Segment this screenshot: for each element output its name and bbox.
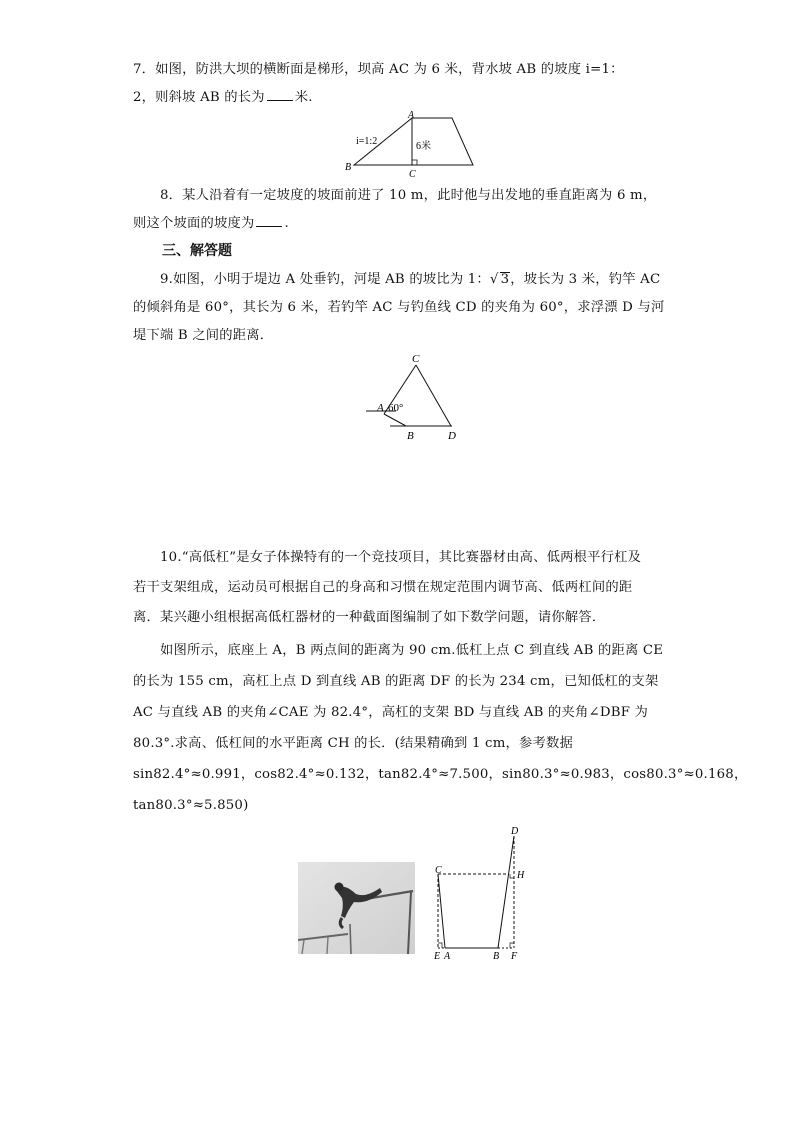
q10-right-angle-f (510, 943, 514, 948)
q10-p2-line-2: 的长为 155 cm，高杠上点 D 到直线 AB 的距离 DF 的长为 234 cm，已知低杠的支架 (133, 674, 659, 689)
q7-line-2 (133, 88, 313, 108)
q10-p2-line-1: 如图所示，底座上 A，B 两点间的距离为 90 cm.低杠上点 C 到直线 AB 的距离 CE (160, 643, 664, 658)
q9-fishing-figure (360, 350, 470, 445)
q9-label-A: A (377, 402, 384, 414)
q9-line-3: 堤下端 B 之间的距离． (133, 328, 274, 343)
q10-label-F: F (511, 951, 518, 962)
q9-line-1-rest: ，坡长为 3 米，钓竿 AC (510, 272, 661, 287)
q10-bars-figure (428, 824, 528, 962)
q8-answer-blank (256, 214, 282, 227)
q7-right-angle (412, 160, 417, 165)
q8-line-1: 8．某人沿着有一定坡度的坡面前进了 10 m，此时他与出发地的垂直距离为 6 m， (160, 188, 657, 203)
q10-p2-line-4: 80.3°.求高、低杠间的水平距离 CH 的长．(结果精确到 1 cm，参考数据 (133, 736, 573, 751)
q9-label-D: D (448, 430, 456, 442)
q7-label-A: A (408, 110, 415, 121)
q7-label-B: B (345, 162, 352, 173)
sqrt-icon: √ (489, 272, 499, 287)
q10-label-D: D (511, 826, 519, 837)
q7-answer-blank (267, 88, 293, 101)
q9-cd-line (416, 365, 451, 426)
q10-bd-support (498, 836, 514, 948)
q7-line-2-unit: 米. (294, 90, 313, 105)
q10-p2-line-6: tan80.3°≈5.850) (133, 798, 249, 813)
q10-label-H: H (517, 870, 525, 881)
q10-p1-line-3: 离．某兴趣小组根据高低杠器材的一种截面图编制了如下数学问题，请你解答． (133, 610, 606, 625)
q10-label-E: E (434, 951, 441, 962)
q10-p1-line-2: 若干支架组成，运动员可根据自己的身高和习惯在规定范围内调节高、低两杠间的距 (133, 580, 633, 595)
q10-ac-support (438, 874, 445, 948)
q10-right-angle-e (438, 943, 442, 948)
q8-line-2 (133, 214, 289, 234)
q9-label-angle: 60° (388, 402, 404, 414)
q7-line-2-text: 2，则斜坡 AB 的长为 (133, 90, 265, 105)
q10-right-angle-h (510, 874, 514, 878)
q10-p2-line-3: AC 与直线 AB 的夹角∠CAE 为 82.4°，高杠的支架 BD 与直线 AB 的夹角∠DBF 为 (133, 705, 649, 720)
q8-line-2-text: 则这个坡面的坡度为 (133, 216, 255, 231)
q9-line-1-text: 9.如图，小明于堤边 A 处垂钓，河堤 AB 的坡比为 1： (160, 272, 490, 287)
gymnast-photo (298, 862, 415, 954)
q7-dam-figure (340, 110, 480, 180)
q9-label-B: B (407, 430, 414, 442)
q9-ab-slope (384, 414, 406, 426)
q7-line-1: 7．如图，防洪大坝的横断面是梯形，坝高 AC 为 6 米，背水坡 AB 的坡度 i=1： (133, 62, 624, 77)
section-title: 三、解答题 (162, 243, 232, 259)
q7-label-C: C (409, 169, 416, 180)
q7-label-height: 6米 (416, 141, 431, 152)
q10-label-C: C (435, 865, 442, 876)
q8-line-2-end: . (284, 216, 289, 231)
q9-sqrt-value: 3 (500, 272, 510, 287)
q10-label-B: B (493, 951, 500, 962)
q10-p1-line-1: 10.“高低杠”是女子体操特有的一个竞技项目，其比赛器材由高、低两根平行杠及 (160, 550, 642, 565)
q10-p2-line-5: sin82.4°≈0.991，cos82.4°≈0.132，tan82.4°≈7.500，sin80.3°≈0.983，cos80.3°≈0.168， (133, 767, 748, 782)
q9-label-C: C (412, 353, 420, 365)
q7-label-slope: i=1:2 (356, 136, 378, 147)
q9-line-2: 的倾斜角是 60°，其长为 6 米，若钓竿 AC 与钓鱼线 CD 的夹角为 60°，求浮漂 D 与河 (133, 300, 665, 315)
q10-label-A: A (444, 951, 451, 962)
q9-line-1 (160, 270, 660, 290)
